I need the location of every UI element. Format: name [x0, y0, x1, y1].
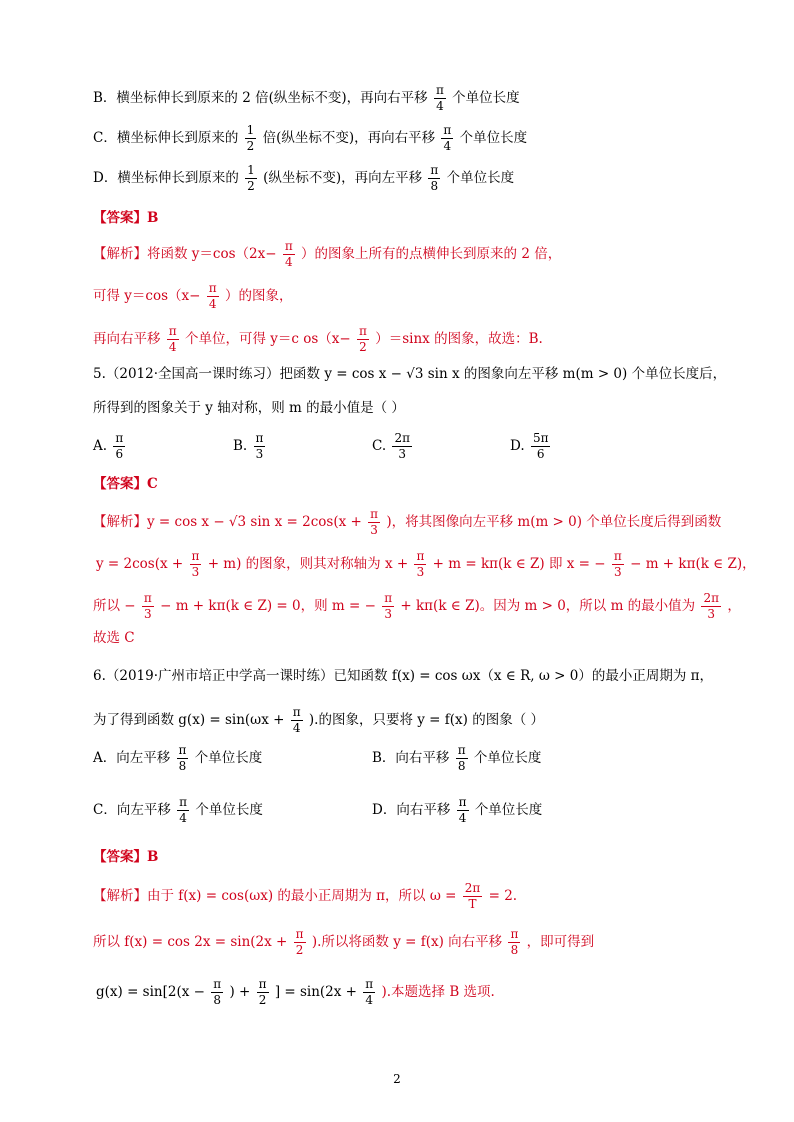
option-d: D．横坐标伸长到原来的 $\frac{1}{2}$ (纵坐标不变)，再向左平移 $\frac{\pi}{8}$ 个单位长度 [93, 163, 515, 194]
answer-5: 【答案】C [93, 476, 158, 492]
explanation-5-line3: 所以 − $\frac{\pi}{3}$ − m + kπ(k ∈ Z) = 0，则 m = − $\frac{\pi}{3}$ + kπ(k ∈ Z)。因为 m > 0，所以 m 的最小值为 $\frac{2\pi}{3}$ ， [93, 591, 741, 622]
fraction: $\frac{1}{2}$ [246, 123, 255, 154]
question-5-line1: 5.（2012·全国高一课时练习）把函数 y = cos x − √3 sin x 的图象向左平移 m(m > 0) 个单位长度后， [93, 366, 727, 382]
q6-option-c: C．向左平移 $\frac{\pi}{4}$ 个单位长度 [93, 795, 263, 826]
q5-option-c: C. $\frac{2\pi}{3}$ [372, 431, 410, 462]
explanation-4-line1: 【解析】将函数 y＝cos（2x− $\frac{\pi}{4}$ ）的图象上所有的点横伸长到原来的 2 倍， [93, 239, 562, 270]
explanation-6-line2: 所以 f(x) = cos 2x = sin(2x + $\frac{\pi}{2}$ ).所以将函数 y = f(x) 向右平移 $\frac{\pi}{8}$ ，即可得到 [93, 927, 595, 958]
fraction: $\frac{\pi}{4}$ [435, 83, 444, 114]
option-c: C．横坐标伸长到原来的 $\frac{1}{2}$ 倍(纵坐标不变)，再向右平移 $\frac{\pi}{4}$ 个单位长度 [93, 123, 528, 154]
q6-option-a: A．向左平移 $\frac{\pi}{8}$ 个单位长度 [93, 743, 263, 774]
q5-option-a: A. $\frac{\pi}{6}$ [93, 431, 124, 462]
q6-option-d: D．向右平移 $\frac{\pi}{4}$ 个单位长度 [372, 795, 543, 826]
fraction: $\frac{1}{2}$ [247, 163, 255, 194]
question-6-line1: 6.（2019·广州市培正中学高一课时练）已知函数 f(x) = cos ωx（x ∈ R, ω > 0）的最小正周期为 π， [93, 668, 713, 684]
explanation-6-line1: 【解析】由于 f(x) = cos(ωx) 的最小正周期为 π，所以 ω = $\frac{2\pi}{T}$ = 2. [93, 881, 518, 912]
q6-option-b: B．向右平移 $\frac{\pi}{8}$ 个单位长度 [372, 743, 542, 774]
fraction: $\frac{\pi}{8}$ [430, 163, 439, 194]
page-number: 2 [393, 1072, 401, 1086]
answer-6: 【答案】B [93, 849, 159, 865]
question-6-line2: 为了得到函数 g(x) = sin(ωx + $\frac{\pi}{4}$ ).的图象，只要将 y = f(x) 的图象（ ） [93, 705, 544, 736]
fraction: $\frac{\pi}{4}$ [443, 123, 452, 154]
option-b: B．横坐标伸长到原来的 2 倍(纵坐标不变)，再向右平移 $\frac{\pi}{4}$ 个单位长度 [93, 83, 520, 114]
explanation-5-line4: 故选 C [93, 630, 135, 646]
explanation-6-line3: g(x) = sin[2(x − $\frac{\pi}{8}$ ) + $\frac{\pi}{2}$ ] = sin(2x + $\frac{\pi}{4}$ ).本题选择 B 选项. [96, 977, 495, 1008]
explanation-4-line2: 可得 y＝cos（x− $\frac{\pi}{4}$ ）的图象， [93, 281, 293, 312]
q5-option-b: B. $\frac{\pi}{3}$ [233, 431, 264, 462]
question-5-line2: 所得到的图象关于 y 轴对称，则 m 的最小值是（ ） [93, 400, 405, 416]
explanation-4-line3: 再向右平移 $\frac{\pi}{4}$ 个单位，可得 y＝c os（x− $\frac{\pi}{2}$ ）＝sinx 的图象，故选：B. [93, 324, 543, 355]
explanation-5-line2: y = 2cos(x + $\frac{\pi}{3}$ + m) 的图象，则其对称轴为 x + $\frac{\pi}{3}$ + m = kπ(k ∈ Z) 即 x = − $\frac{\pi}{3}$ − m + kπ(k ∈ Z)， [96, 549, 756, 580]
explanation-5-line1: 【解析】y = cos x − √3 sin x = 2cos(x + $\frac{\pi}{3}$ )，将其图像向左平移 m(m > 0) 个单位长度后得到函数 [93, 507, 722, 538]
q5-option-d: D. $\frac{5\pi}{6}$ [510, 431, 549, 462]
answer-4: 【答案】B [93, 210, 159, 226]
option-b-text: B．横坐标伸长到原来的 2 倍(纵坐标不变)，再向右平移 [93, 90, 428, 107]
